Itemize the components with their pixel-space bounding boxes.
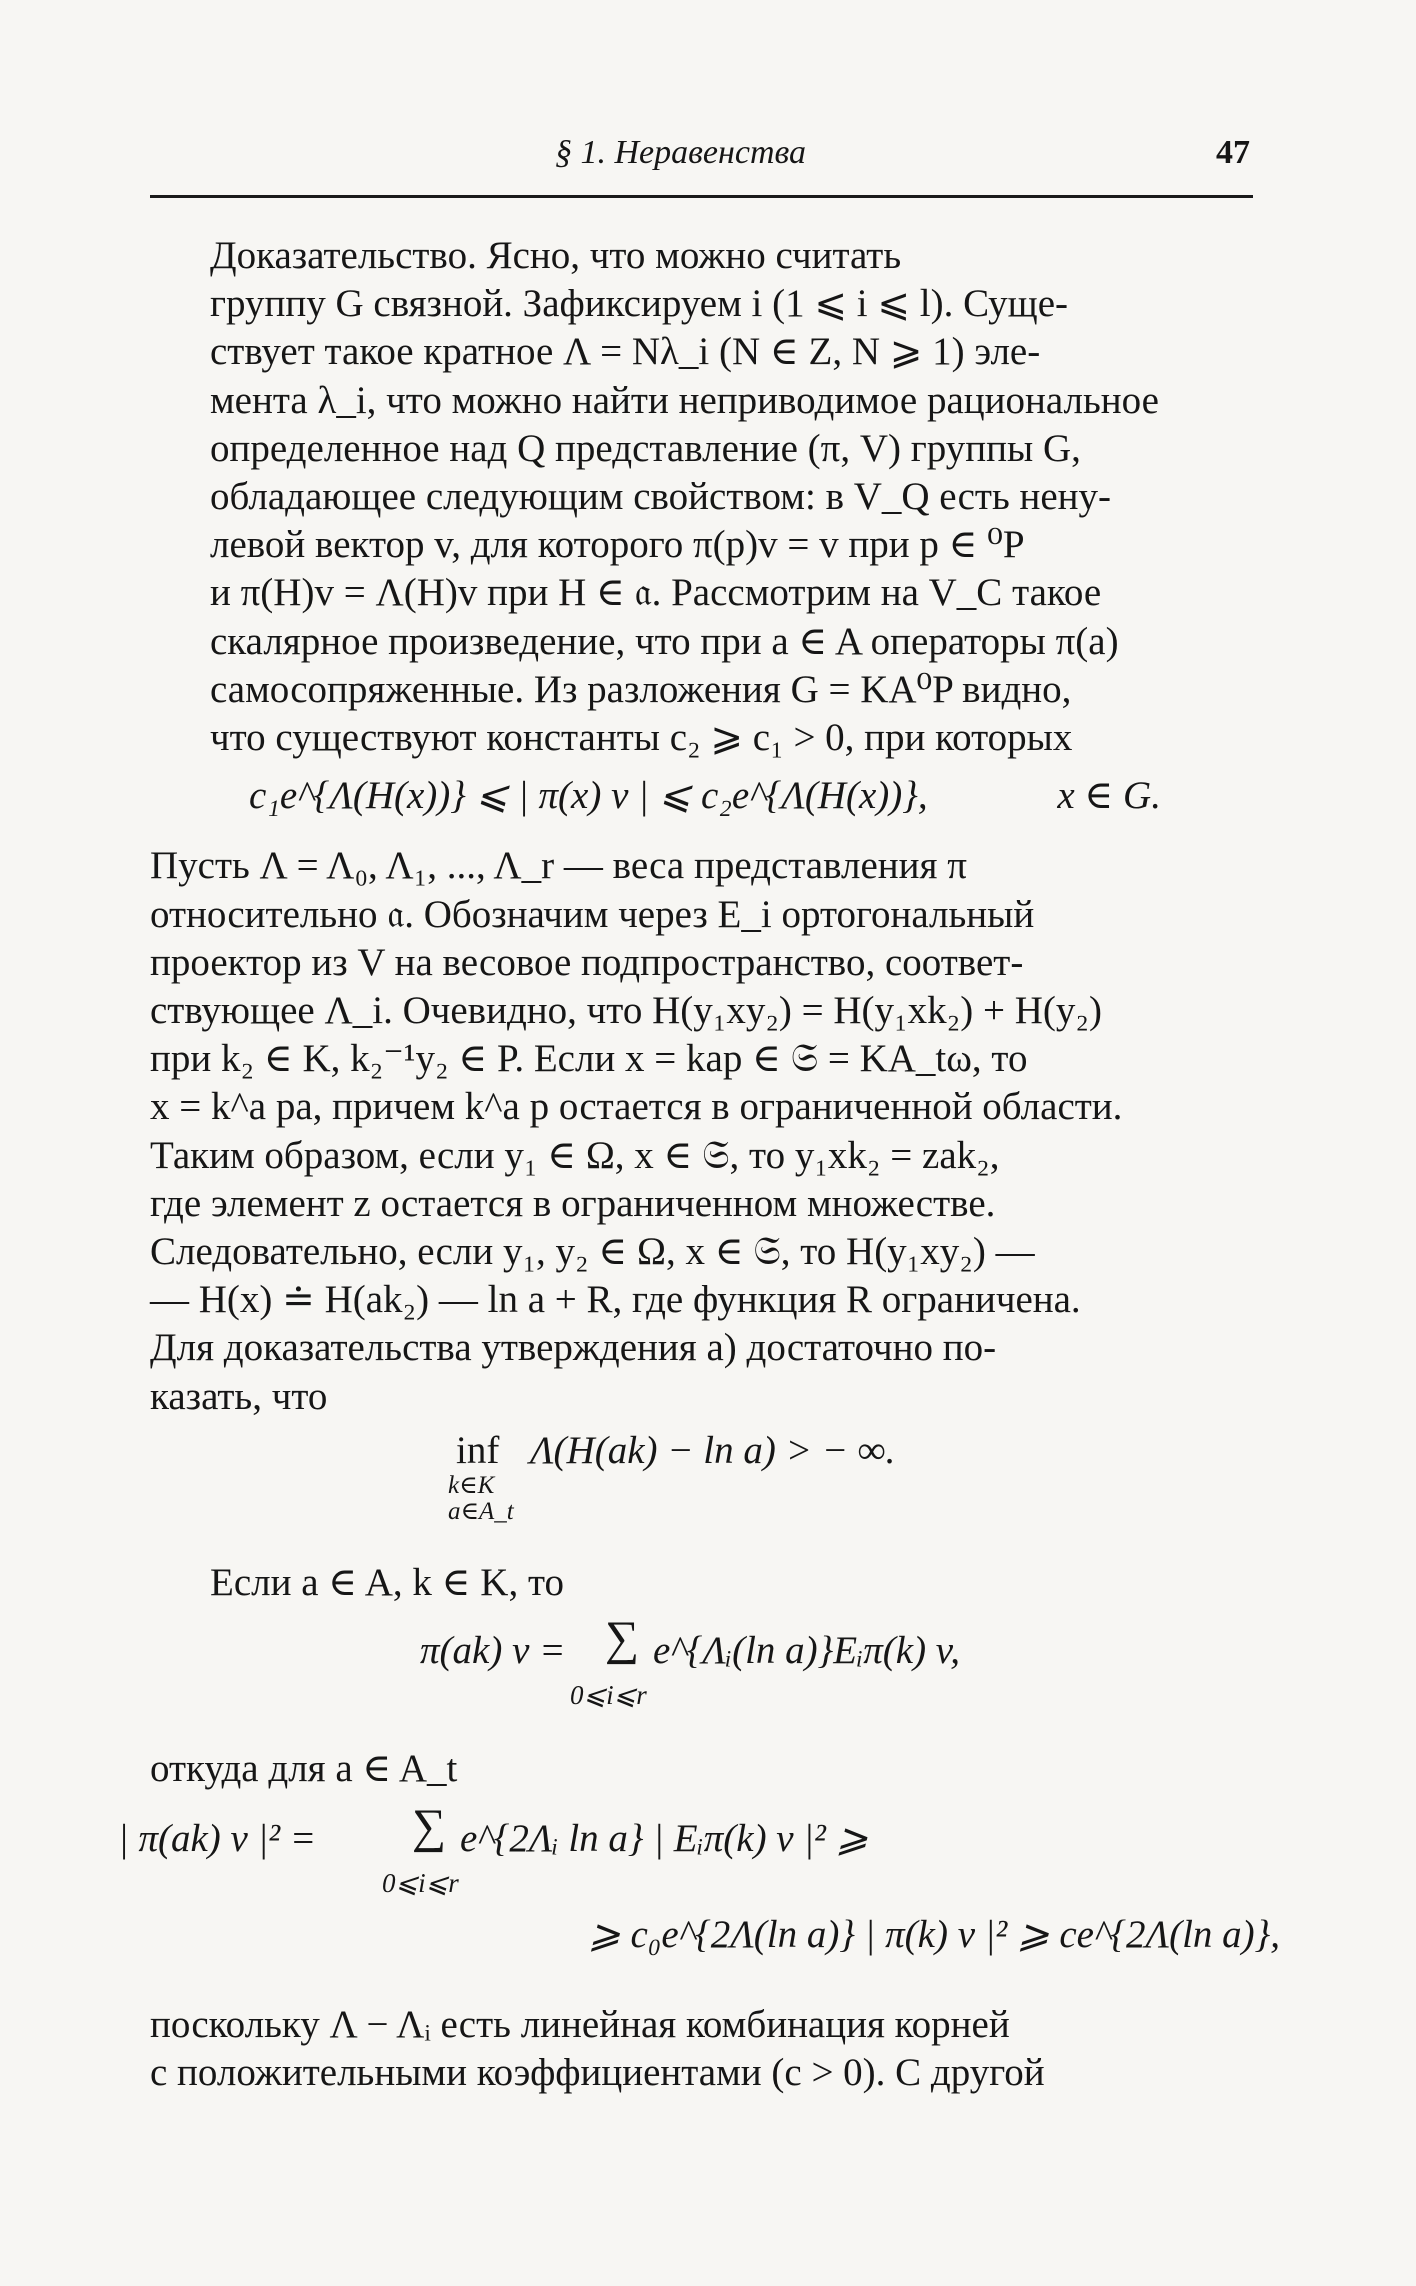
section-title: § 1. Неравенства xyxy=(555,134,807,171)
header-rule xyxy=(150,195,1253,198)
sum-sigma: ∑ xyxy=(605,1612,640,1666)
formula-expression: c₁e^{Λ(H(x))} ⩽ | π(x) v | ⩽ c₂e^{Λ(H(x))}, xyxy=(249,774,928,818)
text-line: определенное над Q представление (π, V) группы G, xyxy=(210,426,1081,470)
page-body xyxy=(118,232,1280,2098)
text-line: обладающее следующим свойством: в V_Q есть нену- xyxy=(210,475,1112,519)
text-line: левой вектор v, для которого π(p)v = v при p ∈ ⁰P xyxy=(210,523,1025,567)
proof-paragraph xyxy=(150,232,1260,762)
text-line: ствует такое кратное Λ = Nλ_i (N ∈ Z, N ⩾ 1) эле- xyxy=(210,330,1041,374)
formula-condition: x ∈ G. xyxy=(1057,774,1161,818)
text-line: Следовательно, если y₁, y₂ ∈ Ω, x ∈ 𝔖, то H(y₁xy₂) — xyxy=(150,1230,1035,1274)
norm-range: 0⩽i⩽r xyxy=(382,1868,459,1899)
text-line: казать, что xyxy=(150,1374,328,1418)
text-line: и π(H)v = Λ(H)v при H ∈ 𝔞. Рассмотрим на V_C такое xyxy=(210,571,1102,615)
weights-paragraph xyxy=(150,842,1260,1420)
text-line: поскольку Λ − Λᵢ есть линейная комбинация корней xyxy=(150,2003,1010,2047)
text-line: Таким образом, если y₁ ∈ Ω, x ∈ 𝔖, то y₁xk₂ = zak₂, xyxy=(150,1133,1000,1177)
display-formula-inf xyxy=(150,1427,1260,1535)
norm-lhs: | π(ak) v |² = xyxy=(118,1817,317,1861)
text-line: самосопряженные. Из разложения G = KA⁰P видно, xyxy=(210,667,1072,711)
text-line: группу G связной. Зафиксируем i (1 ⩽ i ⩽ l). Суще- xyxy=(210,282,1068,326)
running-header xyxy=(150,128,1250,184)
inf-subscript-k: k∈K xyxy=(448,1471,495,1499)
text-line: Для доказательства утверждения а) достаточно по- xyxy=(150,1326,997,1370)
inf-subscript-a: a∈A_t xyxy=(448,1497,514,1525)
inf-expression: Λ(H(ak) − ln a) > − ∞. xyxy=(530,1428,896,1472)
sum-range: 0⩽i⩽r xyxy=(570,1680,647,1711)
text-line: Если a ∈ A, k ∈ K, то xyxy=(210,1560,564,1604)
text-line: где элемент z остается в ограниченном множестве. xyxy=(150,1181,996,1225)
display-formula-norm xyxy=(118,1800,1260,1903)
text-line: Доказательство. Ясно, что можно считать xyxy=(210,234,902,277)
sum-rhs: e^{Λᵢ(ln a)}Eᵢπ(k) v, xyxy=(653,1629,960,1673)
text-line: — H(x) ≐ H(ak₂) — ln a + R, где функция R ограничена. xyxy=(150,1278,1081,1322)
display-formula-sum xyxy=(150,1612,1260,1733)
norm-sigma: ∑ xyxy=(412,1800,447,1854)
inf-operator: inf xyxy=(456,1428,500,1472)
norm-line2: ⩾ c₀e^{2Λ(ln a)} | π(k) v |² ⩾ ce^{2Λ(ln a)}, xyxy=(588,1913,1280,1957)
norm-rhs: e^{2Λᵢ ln a} | Eᵢπ(k) v |² ⩾ xyxy=(460,1817,869,1861)
text-line: откуда для a ∈ A_t xyxy=(150,1747,458,1791)
text-line: что существуют константы c₂ ⩾ c₁ > 0, при которых xyxy=(210,716,1073,760)
text-line: ствующее Λ_i. Очевидно, что H(y₁xy₂) = H(y₁xk₂) + H(y₂) xyxy=(150,989,1102,1033)
inf-subscript xyxy=(448,1473,514,1525)
text-line: относительно 𝔞. Обозначим через E_i ортогональный xyxy=(150,892,1035,936)
text-line: проектор из V на весовое подпространство, соответ- xyxy=(150,940,1024,984)
text-line: x = k^a pa, причем k^a p остается в ограниченной области. xyxy=(150,1085,1123,1129)
sum-lhs: π(ak) v = xyxy=(420,1629,566,1673)
text-line: с положительными коэффициентами (c > 0). С другой xyxy=(150,2051,1045,2095)
text-line: при k₂ ∈ K, k₂⁻¹y₂ ∈ P. Если x = kap ∈ 𝔖 = KA_tω, то xyxy=(150,1037,1028,1081)
closing-paragraph xyxy=(150,2001,1260,2097)
text-line: мента λ_i, что можно найти неприводимое рациональное xyxy=(210,378,1159,422)
text-line: Пусть Λ = Λ₀, Λ₁, ..., Λ_r — веса представления π xyxy=(150,844,967,888)
text-line: скалярное произведение, что при a ∈ A операторы π(a) xyxy=(210,619,1119,663)
display-formula-norm-continued xyxy=(150,1903,1280,1983)
display-formula-bounds xyxy=(150,772,1260,820)
page-number: 47 xyxy=(1216,134,1250,171)
